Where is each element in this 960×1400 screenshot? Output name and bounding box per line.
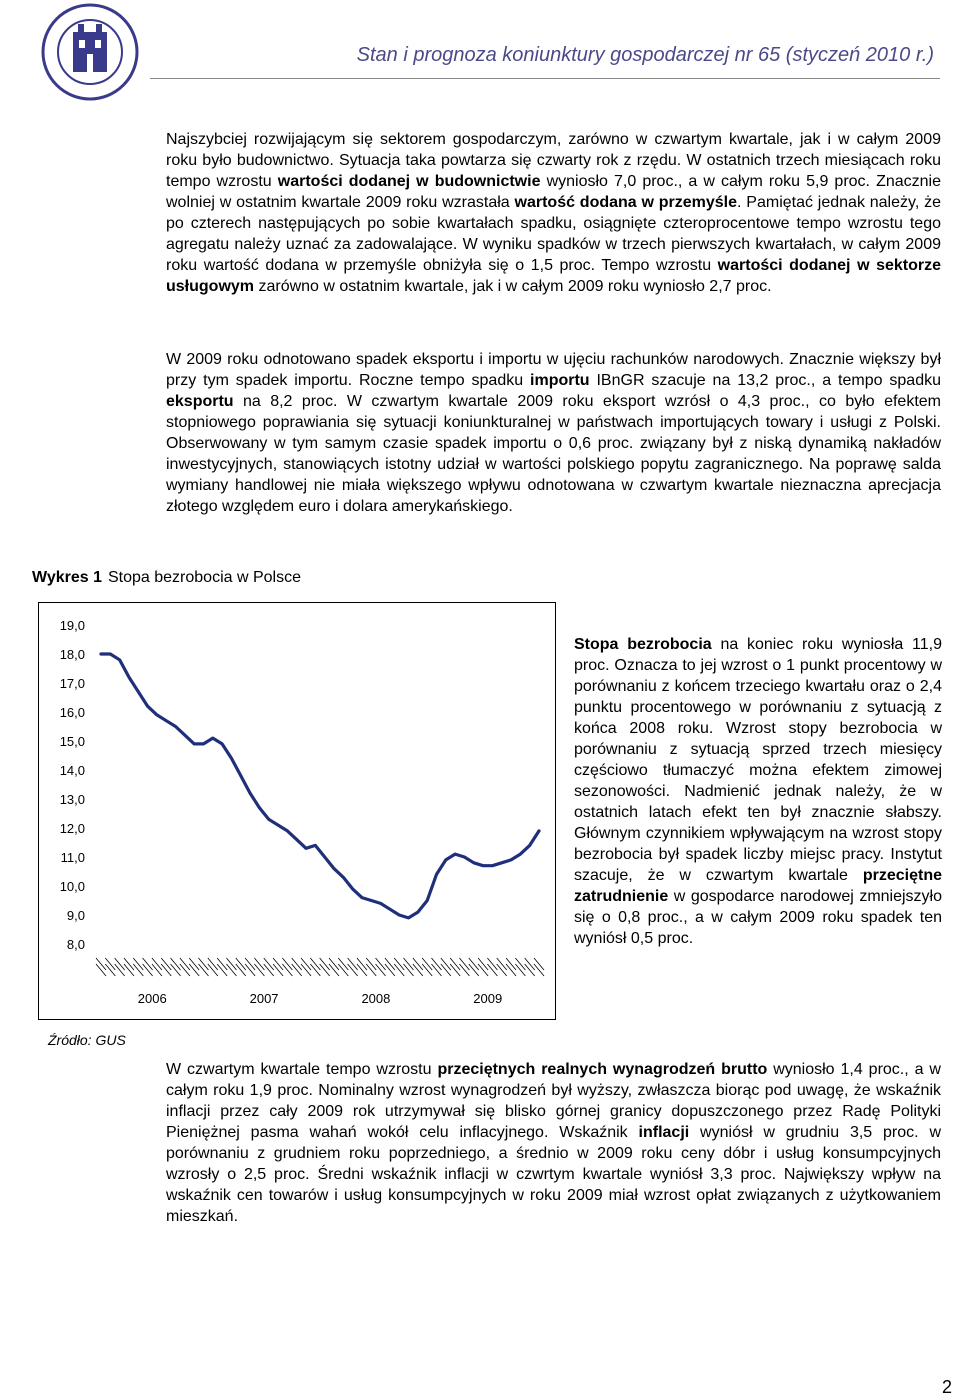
body-text: na 8,2 proc. W czwartym kwartale 2009 roku eksport wzrósł o 4,3 proc., co było efektem stopniowego poprawiania się sytuacji koniunkturalnej w państwach importujących towary i usługi z Polski. Obserwowany w tym samym czasie spadek importu o 0,6 proc. związany był z niską dynamiką nakładów inwestycyjnych, stanowiących istotny udział w wartości polskiego popytu zagranicznego. Na poprawę salda wymiany handlowej nie miała większego wpływu odnotowana w czwartym kwartale nieznaczna aprecjacja złotego względem euro i dolara amerykańskiego. (166, 393, 941, 515)
x-tick-mark (515, 964, 525, 976)
x-tick-mark (273, 964, 283, 976)
page-number: 2 (941, 1377, 952, 1397)
data-point (240, 775, 242, 777)
data-point (165, 720, 167, 722)
body-text: w gospodarce narodowej zmniejszyło się o 0,8 proc., a w całym 2009 roku spadek ten wyniósł 0,5 proc. (574, 888, 942, 947)
data-point (473, 862, 475, 864)
x-tick-mark (199, 958, 209, 970)
x-tick-mark (226, 958, 236, 970)
data-point (333, 867, 335, 869)
x-tick-mark (534, 958, 544, 970)
x-tick-mark (171, 958, 181, 970)
figure-caption: Stopa bezrobocia w Polsce (107, 569, 301, 586)
data-point (519, 853, 521, 855)
x-tick-mark (385, 958, 395, 970)
unemployment-chart (38, 602, 556, 1020)
data-point (417, 911, 419, 913)
body-text: wyniosło 1,4 proc., a w całym roku 1,9 proc. Nominalny wzrost wynagrodzeń był wyższy, zwłaszcza biorąc pod uwagę, że wskaźnik inflacji przez cały 2009 rok utrzymywał się blisko górnej granicy dopuszczonego przez Radę Polityki Pieniężnej pasma wahań wokół celu inflacyjnego. Wskaźnik (166, 1061, 941, 1141)
x-tick-mark (431, 958, 441, 970)
y-tick-label: 9,0 (66, 908, 85, 923)
x-tick-mark (273, 958, 283, 970)
data-point (212, 737, 214, 739)
emphasis-text: Stopa bezrobocia (574, 636, 712, 653)
data-point (100, 653, 102, 655)
x-tick-mark (329, 958, 339, 970)
x-tick-mark (497, 958, 507, 970)
x-tick-mark (161, 958, 171, 970)
x-tick-mark (236, 964, 246, 976)
x-tick-mark (180, 958, 190, 970)
x-tick-mark (404, 958, 414, 970)
emphasis-text: importu (530, 372, 590, 389)
x-tick-mark (133, 958, 143, 970)
x-tick-mark (338, 958, 348, 970)
x-tick-mark (441, 964, 451, 976)
y-tick-label: 10,0 (59, 879, 85, 894)
x-tick-mark (292, 964, 302, 976)
data-point (361, 896, 363, 898)
x-tick-mark (329, 964, 339, 976)
x-tick-mark (236, 958, 246, 970)
x-tick-mark (478, 964, 488, 976)
paragraph-unemployment (574, 634, 942, 949)
figure-label (32, 569, 301, 587)
x-tick-mark (282, 964, 292, 976)
x-tick-mark (320, 964, 330, 976)
ibngr-logo (40, 2, 140, 102)
x-tick-mark (217, 958, 227, 970)
data-point (538, 830, 540, 832)
body-text: W czwartym kwartale tempo wzrostu (166, 1061, 438, 1078)
x-tick-mark (171, 964, 181, 976)
x-tick-mark (515, 958, 525, 970)
x-tick-mark (152, 964, 162, 976)
paragraph-wages-inflation (166, 1059, 941, 1227)
data-point (268, 818, 270, 820)
body-text: wyniósł w grudniu 3,5 proc. w porównaniu z grudniem roku poprzedniego, a średnio w 2009 roku ceny dóbr i usług konsumpcyjnych wzrosły o 2,5 proc. Średni wskaźnik inflacji w czwrtym kwartale wyniósł 3,3 proc. Największy wpływ na wskaźnik cen towarów i usług konsumpcyjnych w roku 2009 miał wzrost opłat związanych z użytkowaniem mieszkań. (166, 1124, 941, 1225)
data-point (501, 862, 503, 864)
y-tick-label: 19,0 (59, 618, 85, 633)
data-point (435, 873, 437, 875)
x-tick-mark (469, 964, 479, 976)
x-tick-mark (450, 964, 460, 976)
x-tick-mark (394, 958, 404, 970)
figure-number: Wykres 1 (32, 569, 102, 586)
data-point (193, 743, 195, 745)
data-point (510, 859, 512, 861)
x-tick-mark (413, 958, 423, 970)
x-tick-mark (487, 964, 497, 976)
emphasis-text: wartości dodanej w budownictwie (277, 173, 541, 190)
data-point (463, 856, 465, 858)
body-text: wyniosło 7,0 proc., a w całym roku 5,9 proc. Znacznie wolniej w ostatnim kwartale 2009 roku wzrastała (166, 173, 942, 211)
header-title: Stan i prognoza koniunktury gospodarczej nr 65 (styczeń 2010 r.) (356, 44, 934, 66)
y-tick-label: 16,0 (59, 705, 85, 720)
x-tick-mark (105, 964, 115, 976)
x-tick-mark (310, 958, 320, 970)
x-year-label: 2008 (361, 991, 391, 1006)
emphasis-text: eksportu (166, 393, 234, 410)
x-tick-mark (180, 964, 190, 976)
y-tick-label: 14,0 (59, 763, 85, 778)
body-text: . Pamiętać jednak należy, że po czterech następujących po sobie kwartałach spadku, osiągnięte czteroprocentowe tempo wzrostu tego agregatu należy uznać za zadowalające. W wyniku spadków w trzech pierwszych kwartałach, w całym 2009 roku wartość dodana w przemyśle obniżyła się o 1,5 proc. Tempo wzrostu (166, 194, 941, 274)
x-tick-mark (161, 964, 171, 976)
data-point (184, 734, 186, 736)
x-tick-mark (338, 964, 348, 976)
emphasis-text: przeciętnych realnych wynagrodzeń brutto (437, 1061, 768, 1078)
x-tick-mark (189, 958, 199, 970)
x-tick-mark (525, 964, 535, 976)
y-tick-label: 8,0 (66, 937, 85, 952)
data-point (370, 899, 372, 901)
data-point (221, 743, 223, 745)
header-divider (150, 78, 940, 79)
x-tick-mark (143, 964, 153, 976)
body-text: W 2009 roku odnotowano spadek eksportu i importu w ujęciu rachunków narodowych. Znacznie większy był przy tym spadek importu. Roczne tempo spadku (166, 351, 941, 389)
x-tick-mark (320, 958, 330, 970)
data-point (137, 691, 139, 693)
x-tick-mark (348, 964, 358, 976)
x-tick-mark (96, 964, 106, 976)
data-point (128, 676, 130, 678)
x-tick-mark (394, 964, 404, 976)
x-tick-mark (301, 964, 311, 976)
y-tick-label: 17,0 (59, 676, 85, 691)
x-tick-mark (459, 958, 469, 970)
x-tick-mark (478, 958, 488, 970)
x-year-label: 2009 (473, 991, 503, 1006)
data-point (324, 856, 326, 858)
x-tick-mark (115, 958, 125, 970)
x-tick-mark (105, 958, 115, 970)
x-tick-mark (208, 964, 218, 976)
x-tick-mark (254, 958, 264, 970)
series-line-unemployment (101, 654, 539, 918)
data-point (305, 847, 307, 849)
body-text: Najszybciej rozwijającym się sektorem gospodarczym, zarówno w czwartym kwartale, jak i w całym 2009 roku było budownictwo. Sytuacja taka powtarza się czwarty rok z rzędu. W ostatnich trzech miesiącach roku tempo wzrostu (166, 131, 941, 190)
x-tick-mark (376, 964, 386, 976)
data-point (454, 853, 456, 855)
x-tick-mark (450, 958, 460, 970)
data-point (202, 743, 204, 745)
data-point (109, 653, 111, 655)
emphasis-text: przeciętne zatrudnienie (574, 867, 942, 905)
data-point (156, 714, 158, 716)
x-tick-mark (534, 964, 544, 976)
x-tick-mark (143, 958, 153, 970)
x-tick-mark (459, 964, 469, 976)
data-point (249, 792, 251, 794)
x-tick-mark (404, 964, 414, 976)
data-point (482, 865, 484, 867)
y-tick-label: 13,0 (59, 792, 85, 807)
emphasis-text: wartość dodana w przemyśle (514, 194, 738, 211)
source-note: Źródło: GUS (48, 1032, 126, 1048)
x-tick-mark (124, 958, 134, 970)
x-tick-mark (245, 964, 255, 976)
x-tick-mark (217, 964, 227, 976)
x-tick-mark (506, 964, 516, 976)
x-year-label: 2006 (137, 991, 167, 1006)
data-point (379, 902, 381, 904)
data-point (529, 844, 531, 846)
x-year-label: 2007 (249, 991, 279, 1006)
x-tick-mark (152, 958, 162, 970)
data-point (146, 705, 148, 707)
x-tick-mark (357, 964, 367, 976)
body-text: IBnGR szacuje na 13,2 proc., a tempo spadku (589, 372, 941, 389)
body-text: na koniec roku wyniosła 11,9 proc. Oznacza to jej wzrost o 1 punkt procentowy w porównaniu z końcem trzeciego kwartału oraz o 2,4 punktu procentowego w porównaniu z sytuacją z końca 2008 roku. Wzrost stopy bezrobocia w porównaniu z sytuacją sprzed trzech miesięcy częściowo tłumaczyć można efektem zimowej sezonowości. Nadmienić jednak należy, że w ostatnich latach efekt ten był znacznie słabszy. Głównym czynnikiem wpływającym na wzrost stopy bezrobocia był spadek liczby miejsc pracy. Instytut szacuje, że w czwartym kwartale (574, 636, 942, 884)
x-tick-mark (525, 958, 535, 970)
x-tick-mark (96, 958, 106, 970)
paragraph-trade (166, 349, 941, 517)
data-point (296, 838, 298, 840)
x-tick-mark (422, 964, 432, 976)
data-point (398, 914, 400, 916)
y-tick-label: 12,0 (59, 821, 85, 836)
x-tick-mark (245, 958, 255, 970)
data-point (445, 859, 447, 861)
y-tick-label: 15,0 (59, 734, 85, 749)
x-tick-mark (385, 964, 395, 976)
x-tick-mark (357, 958, 367, 970)
data-point (351, 888, 353, 890)
x-tick-mark (133, 964, 143, 976)
x-tick-mark (348, 958, 358, 970)
x-tick-mark (264, 958, 274, 970)
x-tick-mark (264, 964, 274, 976)
x-tick-mark (208, 958, 218, 970)
y-tick-label: 11,0 (60, 850, 85, 865)
data-point (426, 899, 428, 901)
data-point (389, 908, 391, 910)
x-tick-mark (124, 964, 134, 976)
data-point (342, 876, 344, 878)
body-text: zarówno w ostatnim kwartale, jak i w całym 2009 roku wyniosło 2,7 proc. (254, 278, 772, 295)
x-tick-mark (487, 958, 497, 970)
emphasis-text: inflacji (638, 1124, 690, 1141)
data-point (230, 757, 232, 759)
data-point (277, 824, 279, 826)
emphasis-text: wartości dodanej w sektorze usługowym (166, 257, 941, 295)
x-tick-mark (431, 964, 441, 976)
data-point (258, 807, 260, 809)
data-point (174, 725, 176, 727)
x-tick-mark (497, 964, 507, 976)
x-tick-mark (310, 964, 320, 976)
data-point (286, 830, 288, 832)
x-tick-mark (469, 958, 479, 970)
data-point (314, 844, 316, 846)
x-tick-mark (301, 958, 311, 970)
x-tick-mark (422, 958, 432, 970)
x-tick-mark (376, 958, 386, 970)
x-tick-mark (506, 958, 516, 970)
x-tick-mark (254, 964, 264, 976)
x-tick-mark (226, 964, 236, 976)
y-tick-label: 18,0 (59, 647, 85, 662)
x-tick-mark (366, 964, 376, 976)
x-tick-mark (115, 964, 125, 976)
data-point (118, 659, 120, 661)
x-tick-mark (441, 958, 451, 970)
paragraph-construction (166, 129, 941, 297)
data-point (407, 917, 409, 919)
x-tick-mark (292, 958, 302, 970)
x-tick-mark (366, 958, 376, 970)
chart-canvas (39, 603, 557, 1021)
x-tick-mark (282, 958, 292, 970)
x-tick-mark (413, 964, 423, 976)
x-tick-mark (199, 964, 209, 976)
x-tick-mark (189, 964, 199, 976)
data-point (491, 865, 493, 867)
